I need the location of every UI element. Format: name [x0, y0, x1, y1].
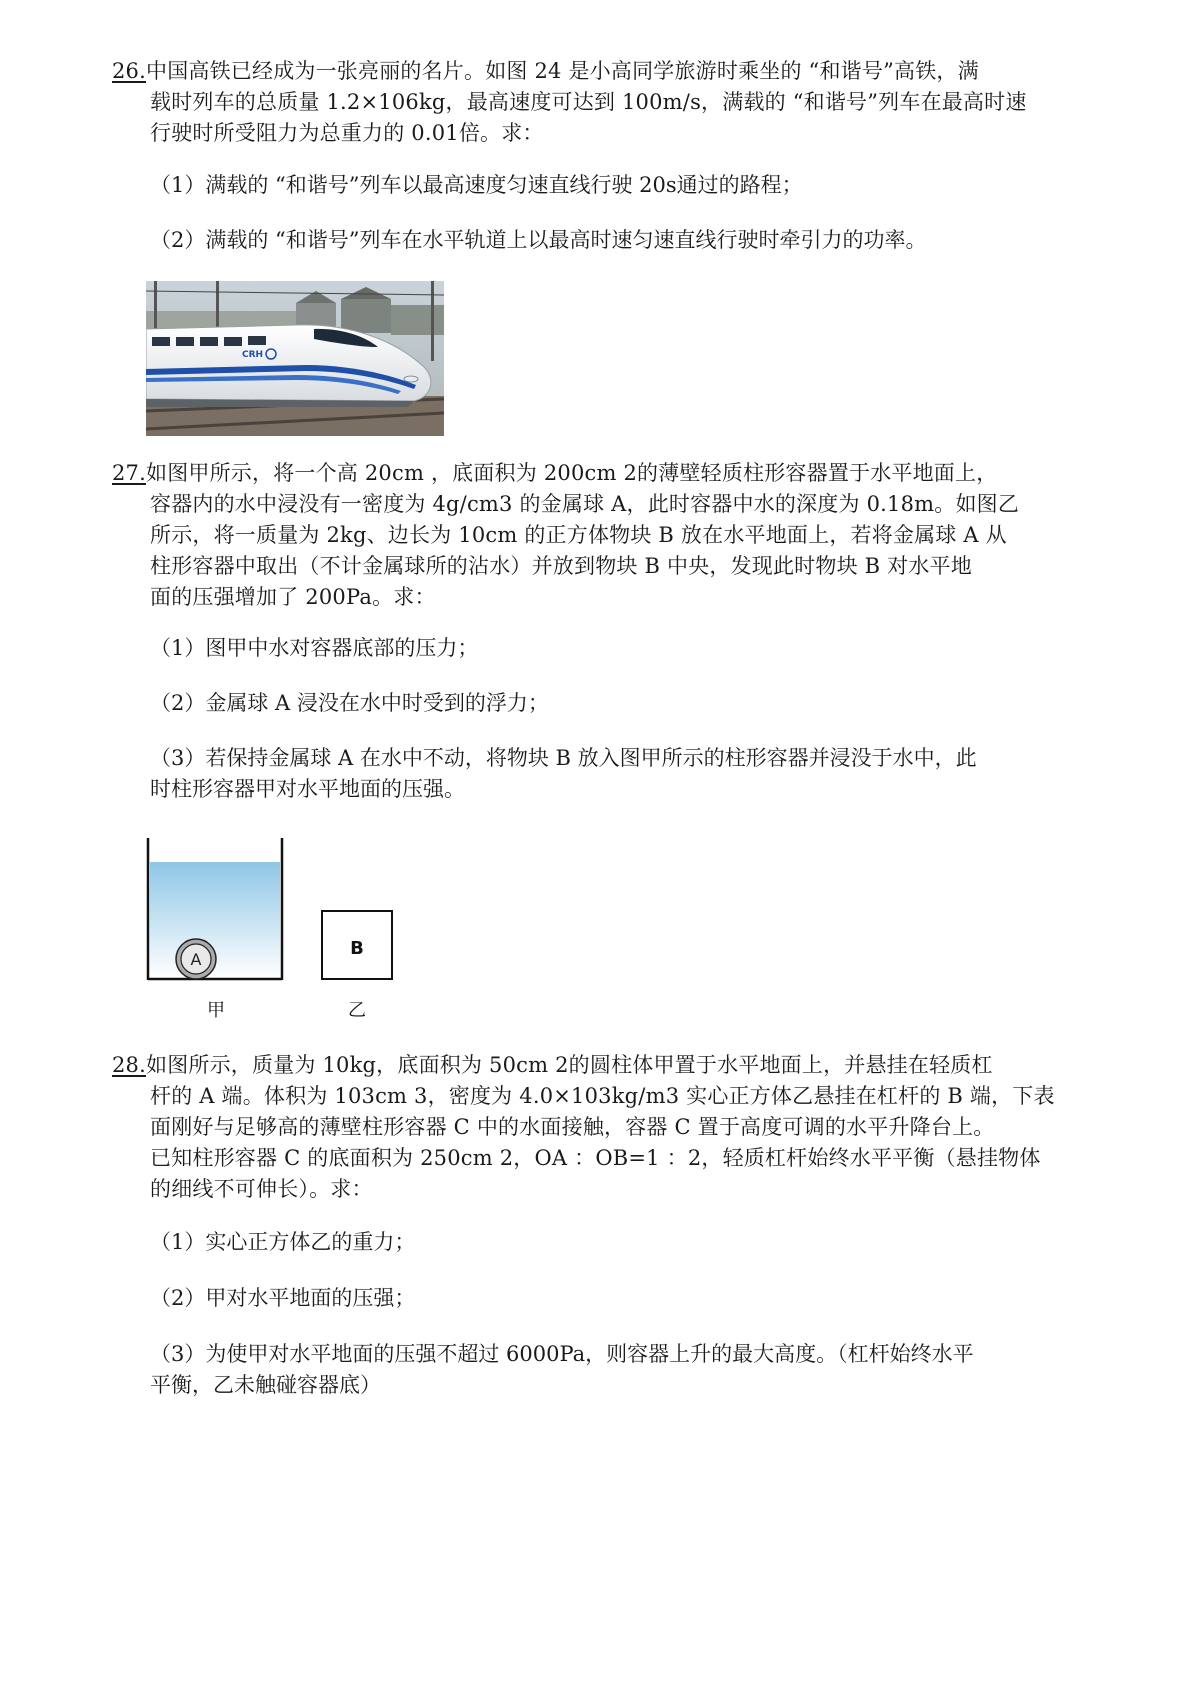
question-27-sub-1: （1）图甲中水对容器底部的压力； [150, 636, 479, 660]
question-27-line-2: 容器内的水中浸没有一密度为 4g/cm3 的金属球 A，此时容器中水的深度为 0.18m。如图乙 [150, 492, 1020, 516]
question-27-line-3: 所示，将一质量为 2kg、边长为 10cm 的正方体物块 B 放在水平地面上，若将金属球 A 从 [150, 523, 1007, 547]
question-number: 26. [112, 59, 146, 83]
question-27-line-5: 面的压强增加了 200Pa。求： [150, 585, 436, 609]
question-26-sub-2: （2）满载的 “和谐号”列车在水平轨道上以最高时速匀速直线行驶时牵引力的功率。 [150, 228, 927, 252]
question-28-line-2: 杆的 A 端。体积为 103cm 3，密度为 4.0×103kg/m3 实心正方体乙悬挂在杠杆的 B 端，下表 [150, 1084, 1055, 1108]
question-27-sub-3 [150, 743, 1090, 805]
metal-ball-a [176, 939, 216, 979]
question-26-line-2: 载时列车的总质量 1.2×106kg，最高速度可达到 100m/s，满载的 “和谐号”列车在最高时速 [150, 90, 1027, 114]
question-27-sub-3-line-2: 时柱形容器甲对水平地面的压强。 [150, 777, 465, 801]
question-26-line-3: 行驶时所受阻力为总重力的 0.01倍。求： [150, 121, 544, 145]
question-number: 28. [112, 1053, 146, 1077]
question-28-line-4: 已知柱形容器 C 的底面积为 250cm 2，OA ：OB=1 ：2，轻质杠杆始终水平平衡（悬挂物体 [150, 1146, 1041, 1170]
question-27 [112, 458, 1092, 613]
question-27-figure [140, 838, 410, 1028]
question-28-sub-1: （1）实心正方体乙的重力； [150, 1230, 416, 1254]
caption-jia: 甲 [207, 1000, 225, 1021]
question-27-sub-2: （2）金属球 A 浸没在水中时受到的浮力； [150, 691, 549, 715]
question-28-sub-3-line-1: （3）为使甲对水平地面的压强不超过 6000Pa，则容器上升的最大高度。（杠杆始终水平 [150, 1342, 974, 1366]
question-27-line-4: 柱形容器中取出（不计金属球所的沾水）并放到物块 B 中央，发现此时物块 B 对水平地 [150, 554, 972, 578]
question-28-line-3: 面刚好与足够高的薄壁柱形容器 C 中的水面接触，容器 C 置于高度可调的水平升降台上。 [150, 1115, 995, 1139]
question-26-sub-1: （1）满载的 “和谐号”列车以最高速度匀速直线行驶 20s通过的路程； [150, 173, 803, 197]
block-b [322, 911, 392, 979]
caption-yi: 乙 [348, 1000, 366, 1021]
block-label: B [350, 938, 364, 959]
ball-label: A [190, 950, 202, 969]
train-illustration [146, 281, 444, 436]
question-28 [112, 1050, 1092, 1205]
question-26 [112, 56, 1092, 149]
question-28-line-5: 的细线不可伸长）。求： [150, 1177, 373, 1201]
question-27-line-1: 27.如图甲所示，将一个高 20cm ，底面积为 200cm 2的薄壁轻质柱形容器置于水平地面上， [112, 461, 998, 485]
question-28-sub-3 [150, 1339, 1090, 1401]
question-number: 27. [112, 461, 146, 485]
question-28-line-1: 28.如图所示，质量为 10kg，底面积为 50cm 2的圆柱体甲置于水平地面上，并悬挂在轻质杠 [112, 1053, 993, 1077]
question-26-line-1: 26.中国高铁已经成为一张亮丽的名片。如图 24 是小高同学旅游时乘坐的 “和谐号”高铁，满 [112, 59, 979, 83]
question-28-sub-2: （2）甲对水平地面的压强； [150, 1286, 416, 1310]
train-logo-text: CRH [242, 350, 264, 360]
train-photo [146, 281, 444, 436]
question-27-sub-3-line-1: （3）若保持金属球 A 在水中不动，将物块 B 放入图甲所示的柱形容器并浸没于水中，此 [150, 746, 977, 770]
question-28-sub-3-line-2: 平衡，乙未触碰容器底） [150, 1373, 381, 1397]
